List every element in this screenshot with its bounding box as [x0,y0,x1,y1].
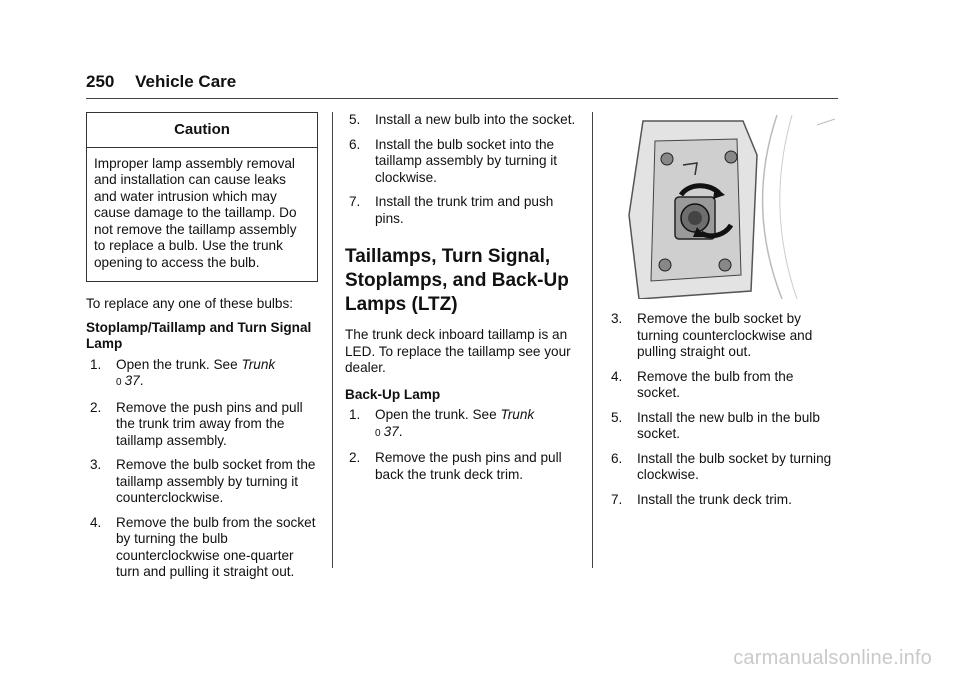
page-number: 250 [86,72,115,91]
step-number: 2. [349,450,361,465]
step-text: Open the trunk. See [116,356,242,372]
step-text: Install the bulb socket into the taillamp assembly by turning it clockwise. [375,136,558,185]
column-divider-1 [332,112,333,568]
watermark: carmanualsonline.info [733,647,932,669]
step-item [345,137,577,187]
step-item [345,450,577,483]
step-text: Install the new bulb in the bulb socket. [637,409,820,441]
column-3 [607,112,839,516]
step-number: 4. [611,368,623,384]
step-text: Remove the bulb socket from the taillamp assembly by turning it counterclockwise. [116,457,316,505]
step-item [86,400,318,450]
header-divider [86,98,838,99]
caution-title: Caution [87,113,317,148]
step-text: Install the trunk deck trim. [637,491,792,507]
step-text: Remove the push pins and pull back the trunk deck trim. [375,450,562,482]
step-text: Remove the bulb from the socket by turning the bulb counterclockwise one-quarter turn and pulling it straight out. [116,514,316,579]
step-item [345,194,577,227]
step-item [607,311,839,361]
step-number: 3. [90,457,102,472]
page-ref-link[interactable]: 37 [124,373,140,388]
section-intro: The trunk deck inboard taillamp is an LED. To replace the taillamp see your dealer. [345,327,571,375]
step-item [607,369,839,402]
step-number: 7. [349,194,361,209]
step-number: 7. [611,491,623,507]
intro-text: To replace any one of these bulbs: [86,296,294,311]
step-text: Install the bulb socket by turning clockwise. [637,450,832,482]
column-1 [86,112,318,589]
column-divider-2 [592,112,593,568]
step-item [607,492,839,509]
taillamp-photo [607,115,835,299]
step-number: 3. [611,311,623,326]
step-number: 6. [349,136,361,152]
step-number: 1. [90,356,102,372]
steps-list-2a [345,112,577,227]
caution-body: Improper lamp assembly removal and installation can cause leaks and water intrusion which may cause damage to the taillamp. Do not remove the taillamp assembly to replace a bulb. Use the trunk opening to access the bulb. [94,155,297,270]
step-text: Remove the bulb from the socket. [637,368,794,400]
step-item [607,451,839,484]
step-item [607,410,839,443]
step-text: Open the trunk. See [375,407,501,422]
page-ref-icon: 0 [375,427,381,439]
step-text: Install the trunk trim and push pins. [375,194,554,226]
step-number: 1. [349,407,361,422]
caution-box [86,112,318,282]
step-number: 6. [611,450,623,466]
taillamp-illustration [607,115,835,299]
step-number: 4. [90,514,102,530]
step-number: 2. [90,399,102,415]
step-item [345,112,577,129]
page-ref-icon: 0 [116,377,122,388]
step-number: 5. [611,409,623,425]
section-heading: Taillamps, Turn Signal, Stoplamps, and Back-Up Lamps (LTZ) [345,246,569,315]
trunk-link[interactable]: Trunk [241,356,276,372]
step-item: 1. Open the trunk. See Trunk 0 37. [349,407,535,439]
page-title: Vehicle Care [135,72,237,91]
column-2 [345,112,577,491]
step-item [86,515,318,581]
steps-list-3 [607,311,839,508]
step-text: Remove the push pins and pull the trunk trim away from the taillamp assembly. [116,399,303,448]
trunk-link[interactable]: Trunk [500,407,535,422]
page-ref-link[interactable]: 37 [383,423,399,439]
step-text: Remove the bulb socket by turning counterclockwise and pulling straight out. [637,311,813,359]
subhead-backup-lamp: Back-Up Lamp [345,386,441,402]
steps-list-1 [86,357,318,581]
step-item: 1. Open the trunk. See Trunk 0 37. [90,356,276,388]
steps-list-2b [345,407,577,483]
step-item [86,457,318,507]
step-text: Install a new bulb into the socket. [375,112,576,127]
page-header [86,72,236,92]
subhead-stoplamp: Stoplamp/Taillamp and Turn Signal Lamp [86,319,312,351]
step-number: 5. [349,112,361,127]
